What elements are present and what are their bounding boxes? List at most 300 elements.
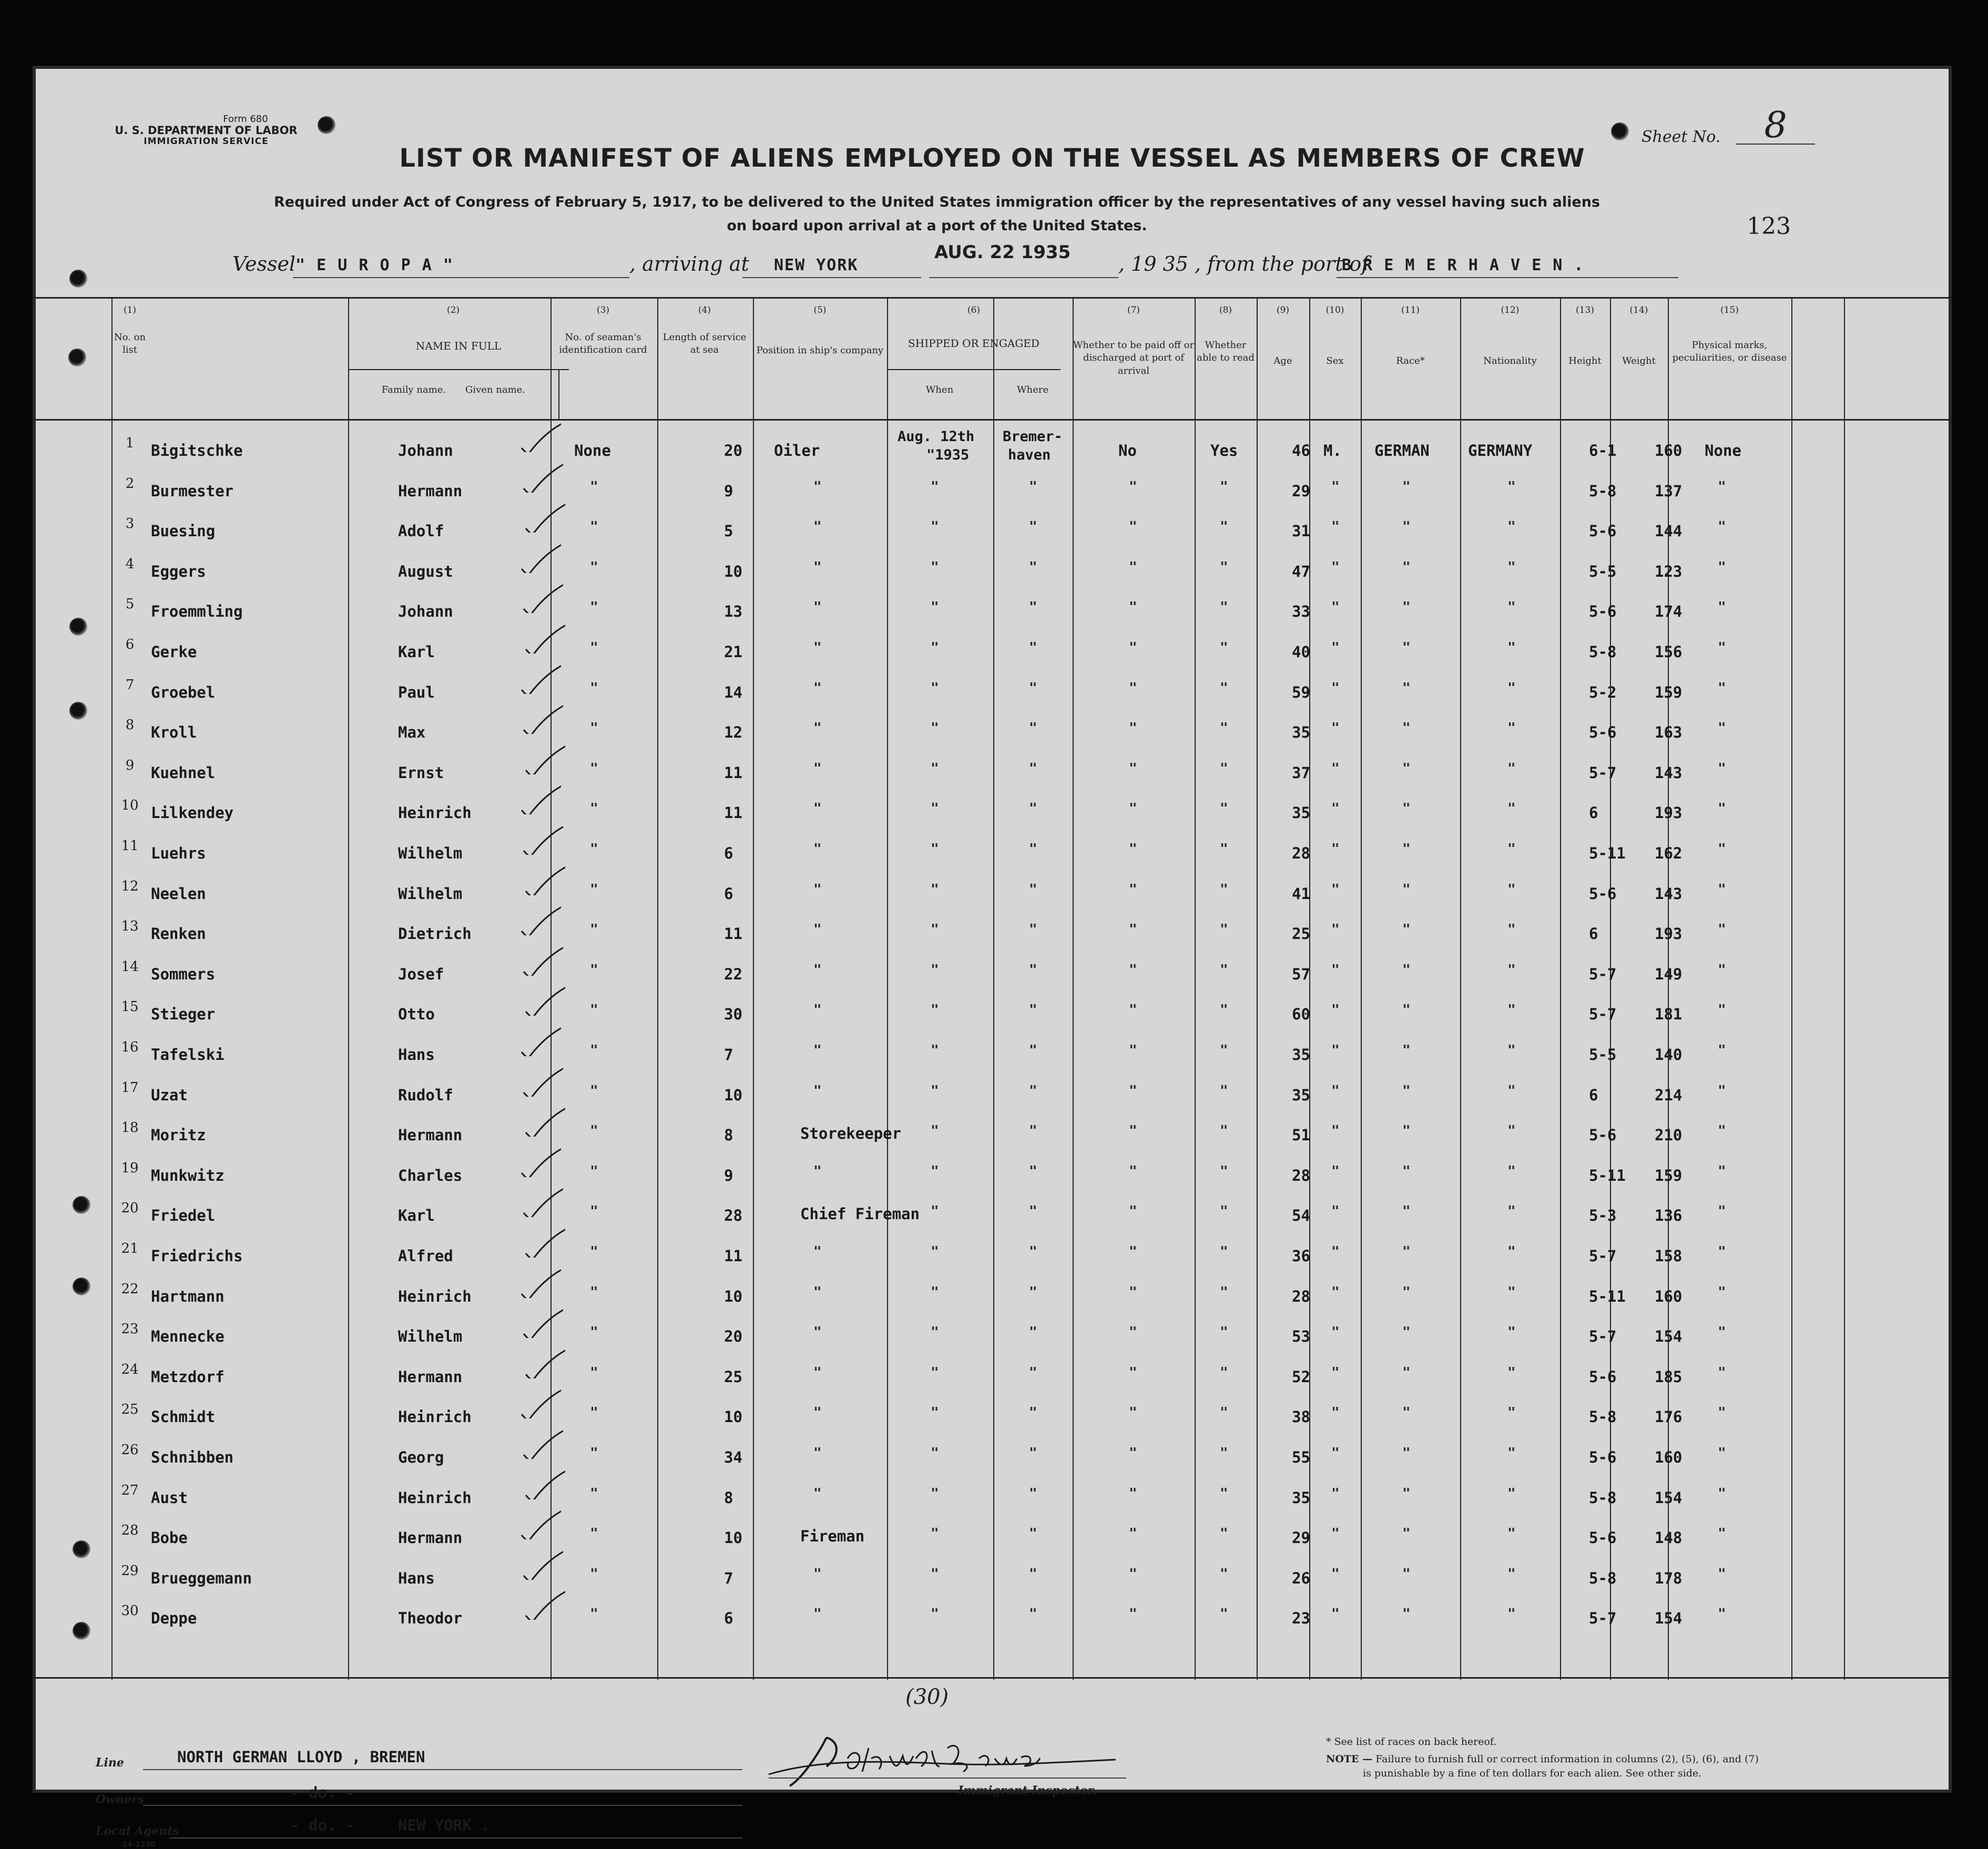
ditto-mark: " xyxy=(931,599,939,615)
ditto-mark: " xyxy=(1129,1284,1137,1300)
given-name: Georg xyxy=(398,1448,444,1466)
ditto-mark: " xyxy=(813,1002,822,1018)
weight: 148 xyxy=(1655,1529,1683,1547)
ditto-mark: " xyxy=(590,1043,598,1058)
ditto-mark: " xyxy=(1331,962,1340,978)
ditto-mark: " xyxy=(1402,720,1411,736)
ditto-mark: " xyxy=(1718,1486,1726,1501)
ditto-mark: " xyxy=(1029,761,1037,777)
check-mark-icon xyxy=(519,1508,561,1539)
ditto-mark: " xyxy=(1331,1486,1340,1501)
family-name: Munkwitz xyxy=(151,1167,225,1184)
ditto-mark: " xyxy=(1331,922,1340,937)
note-label: NOTE — xyxy=(1326,1753,1373,1765)
age: 23 xyxy=(1292,1609,1310,1627)
ditto-mark: " xyxy=(590,680,598,696)
length-of-service: 8 xyxy=(724,1489,733,1507)
ditto-mark: " xyxy=(1402,1445,1411,1461)
ditto-mark: " xyxy=(1402,1284,1411,1300)
ditto-mark: " xyxy=(931,841,939,857)
ditto-mark: " xyxy=(1718,1526,1726,1541)
col-number: (2) xyxy=(446,305,460,315)
ditto-mark: " xyxy=(1507,1123,1516,1139)
ditto-mark: " xyxy=(1718,962,1726,978)
given-name: Hermann xyxy=(398,1368,463,1386)
family-name: Gerke xyxy=(151,643,197,661)
ditto-mark: " xyxy=(1507,599,1516,615)
ditto-mark: " xyxy=(1331,882,1340,897)
length-of-service: 10 xyxy=(724,1408,742,1426)
ditto-mark: " xyxy=(1129,680,1137,696)
ditto-mark: " xyxy=(813,1365,822,1381)
ditto-mark: " xyxy=(1029,1526,1037,1541)
check-mark-icon xyxy=(523,622,565,653)
row-number: 22 xyxy=(121,1281,139,1297)
check-mark-icon xyxy=(523,1105,565,1137)
ditto-mark: " xyxy=(1402,640,1411,656)
family-name: Mennecke xyxy=(151,1327,225,1345)
ditto-mark: " xyxy=(813,479,822,495)
age: 28 xyxy=(1292,1288,1310,1305)
given-name: Johann xyxy=(398,602,453,620)
given-name: Heinrich xyxy=(398,1408,472,1426)
age: 35 xyxy=(1292,804,1310,822)
line-label: Line xyxy=(96,1756,124,1770)
ditto-mark: " xyxy=(1129,962,1137,978)
ditto-mark: " xyxy=(1507,1445,1516,1461)
ditto-mark: " xyxy=(1331,640,1340,656)
check-mark-icon xyxy=(523,743,565,774)
length-of-service: 10 xyxy=(724,563,742,580)
ditto-mark: " xyxy=(1402,479,1411,495)
given-name: Heinrich xyxy=(398,804,472,822)
ditto-mark: " xyxy=(813,640,822,656)
able-to-read-value: Yes xyxy=(1210,442,1238,459)
given-name: August xyxy=(398,563,453,580)
given-name: Adolf xyxy=(398,522,444,540)
ditto-mark: " xyxy=(1402,519,1411,535)
family-name: Kroll xyxy=(151,723,197,741)
check-mark-icon xyxy=(523,1226,565,1258)
inspector-signature xyxy=(758,1727,1126,1790)
ditto-mark: " xyxy=(931,1566,939,1582)
col-number: (9) xyxy=(1276,305,1290,315)
ditto-mark: " xyxy=(1029,479,1037,495)
given-name: Hermann xyxy=(398,482,463,500)
length-of-service: 10 xyxy=(724,1288,742,1305)
ditto-mark: " xyxy=(931,1405,939,1421)
height: 6 xyxy=(1589,1086,1598,1104)
page-number: 123 xyxy=(1747,213,1791,240)
given-name: Charles xyxy=(398,1167,463,1184)
header-nationality: Nationality xyxy=(1483,355,1537,366)
ditto-mark: " xyxy=(1220,1002,1228,1018)
height: 5-5 xyxy=(1589,1046,1617,1064)
ditto-mark: " xyxy=(1029,1566,1037,1582)
ditto-mark: " xyxy=(1220,680,1228,696)
weight: 176 xyxy=(1655,1408,1683,1426)
ditto-mark: " xyxy=(1220,1526,1228,1541)
ditto-mark: " xyxy=(1402,559,1411,575)
ditto-mark: " xyxy=(1331,1566,1340,1582)
given-name: Theodor xyxy=(398,1609,463,1627)
length-of-service: 12 xyxy=(724,723,742,741)
arrival-date-stamp: AUG. 22 1935 xyxy=(934,242,1071,263)
row-number: 18 xyxy=(121,1120,139,1136)
given-name: Wilhelm xyxy=(398,1327,463,1345)
col-number: (14) xyxy=(1629,305,1648,315)
family-name: Metzdorf xyxy=(151,1368,225,1386)
punch-hole xyxy=(73,1278,90,1295)
ditto-mark: " xyxy=(1129,1606,1137,1622)
ditto-mark: " xyxy=(1129,841,1137,857)
row-number: 24 xyxy=(121,1362,139,1377)
ditto-mark: " xyxy=(1029,1244,1037,1260)
check-mark-icon xyxy=(519,1266,561,1298)
height: 5-8 xyxy=(1589,1408,1617,1426)
owners-value: - do. - xyxy=(290,1784,355,1802)
weight: 156 xyxy=(1655,643,1683,661)
ditto-mark: " xyxy=(1220,599,1228,615)
ditto-mark: " xyxy=(1331,680,1340,696)
family-name: Neelen xyxy=(151,885,206,903)
ditto-mark: " xyxy=(1718,1566,1726,1582)
ditto-mark: " xyxy=(1507,1526,1516,1541)
check-mark-icon xyxy=(519,421,561,452)
ditto-mark: " xyxy=(1029,680,1037,696)
ditto-mark: " xyxy=(931,882,939,897)
given-name: Wilhelm xyxy=(398,885,463,903)
ditto-mark: " xyxy=(1029,599,1037,615)
ditto-mark: " xyxy=(1402,1365,1411,1381)
ditto-mark: " xyxy=(1402,841,1411,857)
ditto-mark: " xyxy=(1402,882,1411,897)
ditto-mark: " xyxy=(590,1405,598,1421)
ditto-mark: " xyxy=(1220,1606,1228,1622)
weight: 154 xyxy=(1655,1327,1683,1345)
ditto-mark: " xyxy=(1718,1203,1726,1219)
col-number: (8) xyxy=(1219,305,1232,315)
family-name: Schnibben xyxy=(151,1448,234,1466)
ditto-mark: " xyxy=(1402,1324,1411,1340)
row-number: 9 xyxy=(125,758,135,773)
ditto-mark: " xyxy=(1507,1405,1516,1421)
family-name: Uzat xyxy=(151,1086,188,1104)
ditto-mark: " xyxy=(931,1526,939,1541)
given-name: Max xyxy=(398,723,426,741)
ditto-mark: " xyxy=(1029,1083,1037,1099)
ditto-mark: " xyxy=(1507,962,1516,978)
family-name: Eggers xyxy=(151,563,206,580)
ditto-mark: " xyxy=(813,1566,822,1582)
ditto-mark: " xyxy=(813,962,822,978)
ditto-mark: " xyxy=(1718,559,1726,575)
ditto-mark: " xyxy=(590,801,598,816)
ditto-mark: " xyxy=(1718,1445,1726,1461)
ditto-mark: " xyxy=(1129,559,1137,575)
row-number: 21 xyxy=(121,1241,139,1256)
ditto-mark: " xyxy=(1507,1203,1516,1219)
ditto-mark: " xyxy=(931,1486,939,1501)
ditto-mark: " xyxy=(1029,922,1037,937)
arrival-port: NEW YORK xyxy=(774,256,859,274)
ditto-mark: " xyxy=(590,599,598,615)
punch-hole xyxy=(69,270,87,288)
age: 60 xyxy=(1292,1005,1310,1023)
check-mark-icon xyxy=(523,1588,565,1620)
family-name: Froemmling xyxy=(151,602,243,620)
ditto-mark: " xyxy=(1129,1002,1137,1018)
ditto-mark: " xyxy=(1220,1405,1228,1421)
ditto-mark: " xyxy=(1129,1365,1137,1381)
length-of-service: 25 xyxy=(724,1368,742,1386)
form-header xyxy=(96,114,317,147)
ditto-mark: " xyxy=(1402,801,1411,816)
ditto-mark: " xyxy=(1220,519,1228,535)
ditto-mark: " xyxy=(1718,761,1726,777)
ditto-mark: " xyxy=(590,1324,598,1340)
ditto-mark: " xyxy=(590,1083,598,1099)
ditto-mark: " xyxy=(1402,1566,1411,1582)
length-of-service: 30 xyxy=(724,1005,742,1023)
age: 53 xyxy=(1292,1327,1310,1345)
check-mark-icon xyxy=(523,864,565,895)
ditto-mark: " xyxy=(1029,841,1037,857)
ditto-mark: " xyxy=(1029,801,1037,816)
ditto-mark: " xyxy=(1331,1526,1340,1541)
ditto-mark: " xyxy=(1507,720,1516,736)
ditto-mark: " xyxy=(1507,640,1516,656)
header-shipped-or-engaged: SHIPPED OR ENGAGED xyxy=(908,337,1039,350)
ditto-mark: " xyxy=(1129,519,1137,535)
col-number: (7) xyxy=(1127,305,1140,315)
ditto-mark: " xyxy=(1402,1123,1411,1139)
ditto-mark: " xyxy=(590,720,598,736)
check-mark-icon xyxy=(519,1387,561,1418)
weight: 193 xyxy=(1655,925,1683,943)
position-value: Chief Fireman xyxy=(800,1205,920,1223)
age: 35 xyxy=(1292,1086,1310,1104)
ditto-mark: " xyxy=(1507,479,1516,495)
ditto-mark: " xyxy=(813,1244,822,1260)
form-code: 14-1240 xyxy=(122,1841,156,1849)
position-value: Fireman xyxy=(800,1527,865,1545)
ditto-mark: " xyxy=(590,1486,598,1501)
length-of-service: 11 xyxy=(724,1247,742,1265)
given-name: Karl xyxy=(398,1207,435,1224)
weight: 123 xyxy=(1655,563,1683,580)
length-of-service: 20 xyxy=(724,1327,742,1345)
row-number: 1 xyxy=(125,435,135,451)
header-able-to-read: Whether able to read xyxy=(1197,340,1255,364)
ditto-mark: " xyxy=(813,1445,822,1461)
ditto-mark: " xyxy=(1129,1486,1137,1501)
ditto-mark: " xyxy=(1718,1002,1726,1018)
races-note: * See list of races on back hereof. xyxy=(1326,1736,1497,1748)
ditto-mark: " xyxy=(1220,1445,1228,1461)
family-name: Kuehnel xyxy=(151,764,216,782)
ditto-mark: " xyxy=(813,720,822,736)
ditto-mark: " xyxy=(1220,1123,1228,1139)
sheet-number: 8 xyxy=(1736,108,1815,145)
length-of-service: 14 xyxy=(724,683,742,701)
vessel-name: " E U R O P A " xyxy=(295,256,454,274)
col-number: (12) xyxy=(1501,305,1520,315)
header-height: Height xyxy=(1568,355,1602,366)
height: 5-8 xyxy=(1589,643,1617,661)
ditto-mark: " xyxy=(1718,1284,1726,1300)
document-subtitle xyxy=(253,191,1620,238)
ditto-mark: " xyxy=(590,841,598,857)
ditto-mark: " xyxy=(1718,1163,1726,1179)
family-name: Hartmann xyxy=(151,1288,225,1305)
ditto-mark: " xyxy=(1029,1203,1037,1219)
agents-label: Local Agents xyxy=(96,1824,179,1838)
height: 5-11 xyxy=(1589,1288,1626,1305)
ditto-mark: " xyxy=(1331,1324,1340,1340)
length-of-service: 8 xyxy=(724,1126,733,1144)
given-name: Hermann xyxy=(398,1126,463,1144)
weight: 178 xyxy=(1655,1569,1683,1587)
ditto-mark: " xyxy=(1718,922,1726,937)
ditto-mark: " xyxy=(590,1566,598,1582)
ditto-mark: " xyxy=(813,1606,822,1622)
family-name: Schmidt xyxy=(151,1408,216,1426)
ditto-mark: " xyxy=(931,922,939,937)
row-number: 25 xyxy=(121,1402,139,1417)
given-name: Heinrich xyxy=(398,1288,472,1305)
ditto-mark: " xyxy=(1402,1163,1411,1179)
height: 5-7 xyxy=(1589,965,1617,983)
length-of-service: 13 xyxy=(724,602,742,620)
weight: 149 xyxy=(1655,965,1683,983)
ditto-mark: " xyxy=(1220,922,1228,937)
ditto-mark: " xyxy=(1331,720,1340,736)
ditto-mark: " xyxy=(1029,1405,1037,1421)
ditto-mark: " xyxy=(931,640,939,656)
ditto-mark: " xyxy=(1331,479,1340,495)
ditto-mark: " xyxy=(590,922,598,937)
height: 5-6 xyxy=(1589,1126,1617,1144)
punch-hole xyxy=(69,702,87,720)
row-number: 11 xyxy=(121,838,139,854)
check-mark-icon xyxy=(523,501,565,533)
ditto-mark: " xyxy=(1129,761,1137,777)
given-name: Hans xyxy=(398,1569,435,1587)
ditto-mark: " xyxy=(1220,882,1228,897)
department-name: U. S. DEPARTMENT OF LABOR xyxy=(115,124,298,137)
row-number: 30 xyxy=(121,1603,139,1619)
length-of-service: 10 xyxy=(724,1529,742,1547)
ditto-mark: " xyxy=(1331,1365,1340,1381)
row-number: 20 xyxy=(121,1200,139,1216)
header-when: When xyxy=(925,384,954,395)
ditto-mark: " xyxy=(1220,962,1228,978)
weight: 136 xyxy=(1655,1207,1683,1224)
check-mark-icon xyxy=(521,581,563,613)
weight: 158 xyxy=(1655,1247,1683,1265)
ditto-mark: " xyxy=(813,1486,822,1501)
ditto-mark: " xyxy=(931,761,939,777)
ditto-mark: " xyxy=(1331,761,1340,777)
check-mark-icon xyxy=(521,461,563,493)
check-mark-icon xyxy=(521,1065,563,1097)
row-number: 2 xyxy=(125,476,135,492)
family-name: Groebel xyxy=(151,683,216,701)
ditto-mark: " xyxy=(1507,519,1516,535)
weight: 181 xyxy=(1655,1005,1683,1023)
family-name: Friedel xyxy=(151,1207,216,1224)
weight: 162 xyxy=(1655,844,1683,862)
length-of-service: 6 xyxy=(724,844,733,862)
position-value: Storekeeper xyxy=(800,1125,902,1142)
height: 5-6 xyxy=(1589,1448,1617,1466)
ditto-mark: " xyxy=(1129,1566,1137,1582)
ditto-mark: " xyxy=(931,801,939,816)
ditto-mark: " xyxy=(931,559,939,575)
weight: 193 xyxy=(1655,804,1683,822)
family-name: Luehrs xyxy=(151,844,206,862)
ditto-mark: " xyxy=(1129,1526,1137,1541)
ditto-mark: " xyxy=(590,1284,598,1300)
family-name: Brueggemann xyxy=(151,1569,252,1587)
ditto-mark: " xyxy=(590,1445,598,1461)
ditto-mark: " xyxy=(1129,1083,1137,1099)
punch-hole xyxy=(318,116,335,134)
col-number: (11) xyxy=(1401,305,1420,315)
service-name: IMMIGRATION SERVICE xyxy=(144,136,269,147)
note-line: is punishable by a fine of ten dollars for each alien. See other side. xyxy=(1363,1767,1702,1779)
check-mark-icon xyxy=(521,1548,563,1580)
row-number: 29 xyxy=(121,1563,139,1579)
header-length-of-service: Length of service at sea xyxy=(662,332,747,356)
ditto-mark: " xyxy=(1331,519,1340,535)
age: 29 xyxy=(1292,1529,1310,1547)
age: 54 xyxy=(1292,1207,1310,1224)
ditto-mark: " xyxy=(1507,922,1516,937)
height: 6 xyxy=(1589,804,1598,822)
height: 5-8 xyxy=(1589,482,1617,500)
ditto-mark: " xyxy=(931,1002,939,1018)
given-name: Karl xyxy=(398,643,435,661)
row-number: 12 xyxy=(121,878,139,894)
age: 46 xyxy=(1292,442,1310,459)
ditto-mark: " xyxy=(1718,519,1726,535)
length-of-service: 10 xyxy=(724,1086,742,1104)
ditto-mark: " xyxy=(1331,1244,1340,1260)
length-of-service: 34 xyxy=(724,1448,742,1466)
age: 38 xyxy=(1292,1408,1310,1426)
check-mark-icon xyxy=(521,944,563,976)
inspector-label: Immigrant Inspector. xyxy=(958,1784,1097,1797)
shipped-when: Aug. 12th xyxy=(898,428,975,445)
age: 29 xyxy=(1292,482,1310,500)
length-of-service: 7 xyxy=(724,1046,733,1064)
ditto-mark: " xyxy=(1029,1606,1037,1622)
age: 26 xyxy=(1292,1569,1310,1587)
ditto-mark: " xyxy=(931,962,939,978)
ditto-mark: " xyxy=(1718,720,1726,736)
header-name-in-full: NAME IN FULL xyxy=(415,340,502,352)
header-no-on-list: No. on list xyxy=(114,332,146,356)
nationality-value: GERMANY xyxy=(1468,442,1533,459)
height: 5-6 xyxy=(1589,522,1617,540)
ditto-mark: " xyxy=(1220,559,1228,575)
given-name: Dietrich xyxy=(398,925,472,943)
ditto-mark: " xyxy=(590,640,598,656)
ditto-mark: " xyxy=(1718,882,1726,897)
ditto-mark: " xyxy=(1220,1244,1228,1260)
